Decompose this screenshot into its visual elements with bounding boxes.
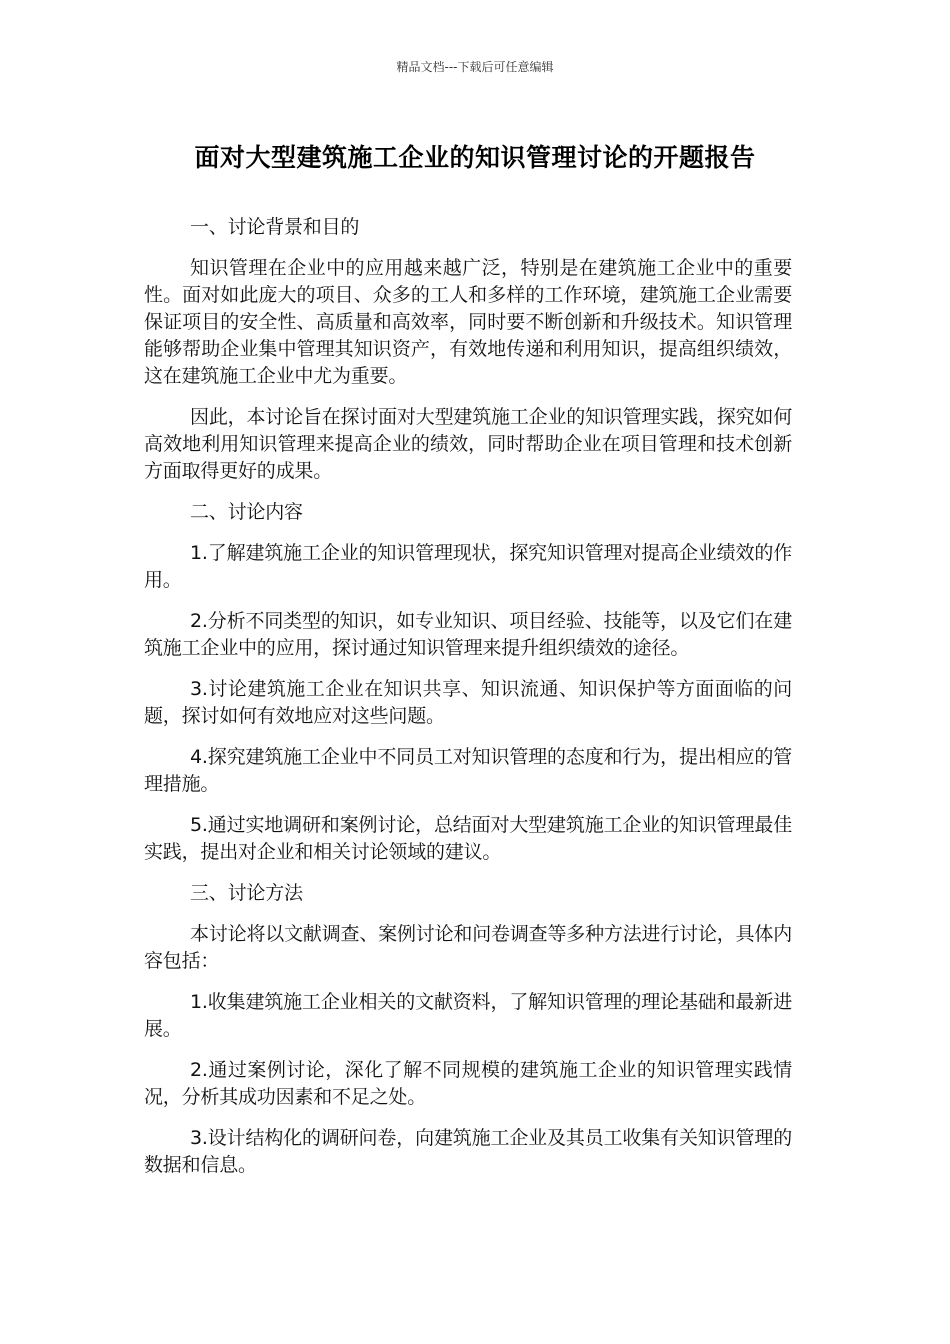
paragraph: 本讨论将以文献调查、案例讨论和问卷调查等多种方法进行讨论，具体内容包括：: [144, 923, 792, 972]
section-heading-content: 二、讨论内容: [190, 501, 303, 523]
list-item: 4.探究建筑施工企业中不同员工对知识管理的态度和行为，提出相应的管理措施。: [144, 746, 792, 795]
document-body: [144, 214, 792, 1193]
list-item: 3.设计结构化的调研问卷，向建筑施工企业及其员工收集有关知识管理的数据和信息。: [144, 1127, 792, 1176]
paragraph: 因此，本讨论旨在探讨面对大型建筑施工企业的知识管理实践，探究如何高效地利用知识管理来提高企业的绩效，同时帮助企业在项目管理和技术创新方面取得更好的成果。: [144, 406, 792, 482]
list-item: 2.通过案例讨论，深化了解不同规模的建筑施工企业的知识管理实践情况，分析其成功因素和不足之处。: [144, 1059, 792, 1108]
header-note: 精品文档---下载后可任意编辑: [396, 60, 554, 74]
list-item: 2.分析不同类型的知识，如专业知识、项目经验、技能等，以及它们在建筑施工企业中的应用，探讨通过知识管理来提升组织绩效的途径。: [144, 610, 792, 659]
section-heading-method: 三、讨论方法: [190, 882, 303, 904]
section-heading-background: 一、讨论背景和目的: [190, 216, 360, 238]
list-item: 5.通过实地调研和案例讨论，总结面对大型建筑施工企业的知识管理最佳实践，提出对企业和相关讨论领域的建议。: [144, 814, 792, 863]
list-item: 1.收集建筑施工企业相关的文献资料，了解知识管理的理论基础和最新进展。: [144, 991, 792, 1040]
document-title: 面对大型建筑施工企业的知识管理讨论的开题报告: [194, 143, 756, 172]
list-item: 1.了解建筑施工企业的知识管理现状，探究知识管理对提高企业绩效的作用。: [144, 542, 792, 591]
paragraph: 知识管理在企业中的应用越来越广泛，特别是在建筑施工企业中的重要性。面对如此庞大的项目、众多的工人和多样的工作环境，建筑施工企业需要保证项目的安全性、高质量和高效率，同时要不断创新和升级技术。知识管理能够帮助企业集中管理其知识资产，有效地传递和利用知识，提高组织绩效，这在建筑施工企业中尤为重要。: [144, 257, 792, 387]
list-item: 3.讨论建筑施工企业在知识共享、知识流通、知识保护等方面面临的问题，探讨如何有效地应对这些问题。: [144, 678, 792, 727]
